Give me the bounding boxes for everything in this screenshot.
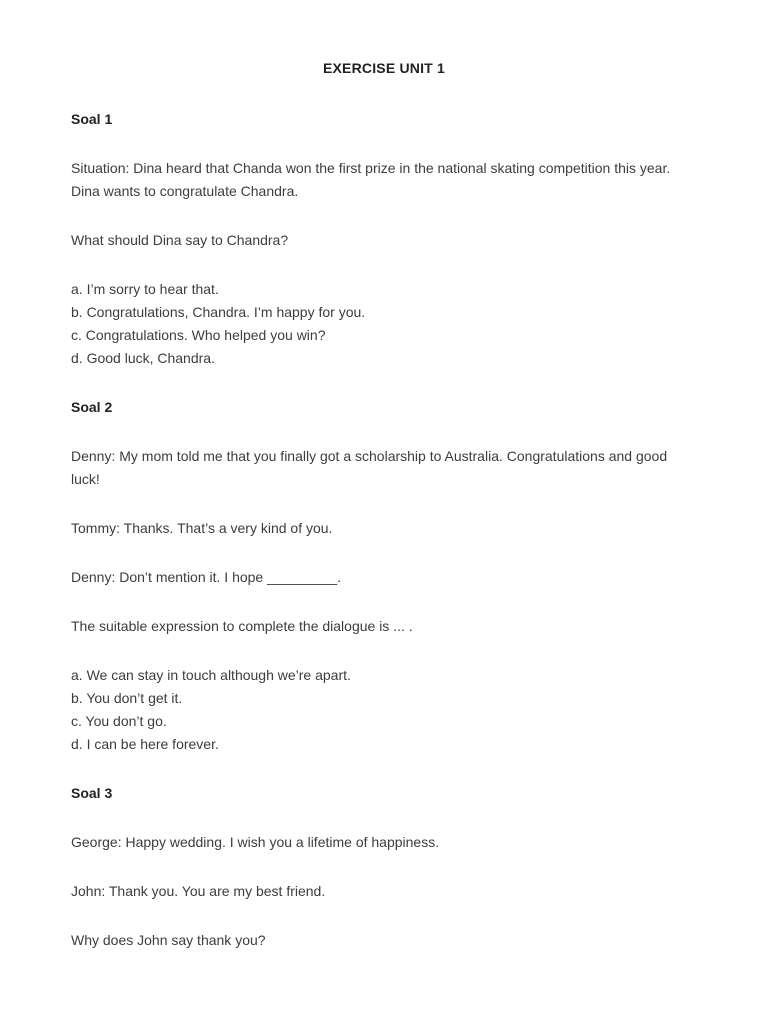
soal-2-dialogue-line-2: Tommy: Thanks. That’s a very kind of you. <box>71 520 333 536</box>
soal-1-option-c: c. Congratulations. Who helped you win? <box>71 327 326 343</box>
soal-3-dialogue-line-1: George: Happy wedding. I wish you a lifetime of happiness. <box>71 834 440 850</box>
soal-1-option-a: a. I’m sorry to hear that. <box>71 281 219 297</box>
soal-3-dialogue-line-2: John: Thank you. You are my best friend. <box>71 883 326 899</box>
soal-2-option-d: d. I can be here forever. <box>71 736 219 752</box>
soal-3-question: Why does John say thank you? <box>71 932 266 948</box>
soal-3-heading: Soal 3 <box>71 785 113 801</box>
soal-1-question: What should Dina say to Chandra? <box>71 232 289 248</box>
soal-2-option-a: a. We can stay in touch although we’re apart. <box>71 667 351 683</box>
soal-2-dialogue-line-3: Denny: Don’t mention it. I hope _________. <box>71 569 342 585</box>
soal-1-options <box>71 278 691 370</box>
document-title: EXERCISE UNIT 1 <box>322 60 446 76</box>
soal-1-heading: Soal 1 <box>71 111 113 127</box>
soal-1-option-b: b. Congratulations, Chandra. I’m happy for you. <box>71 304 366 320</box>
soal-1-option-d: d. Good luck, Chandra. <box>71 350 215 366</box>
soal-2-option-c: c. You don’t go. <box>71 713 167 729</box>
soal-2-dialogue-line-1: Denny: My mom told me that you finally got a scholarship to Australia. Congratulations and good luck! <box>71 448 668 487</box>
soal-2-option-b: b. You don’t get it. <box>71 690 183 706</box>
soal-2-question: The suitable expression to complete the dialogue is ... . <box>71 618 413 634</box>
soal-1-situation: Situation: Dina heard that Chanda won the first prize in the national skating competition this year. Dina wants to congratulate Chandra. <box>71 160 671 199</box>
soal-2-heading: Soal 2 <box>71 399 113 415</box>
soal-2-options <box>71 664 691 756</box>
document-body <box>71 108 691 978</box>
